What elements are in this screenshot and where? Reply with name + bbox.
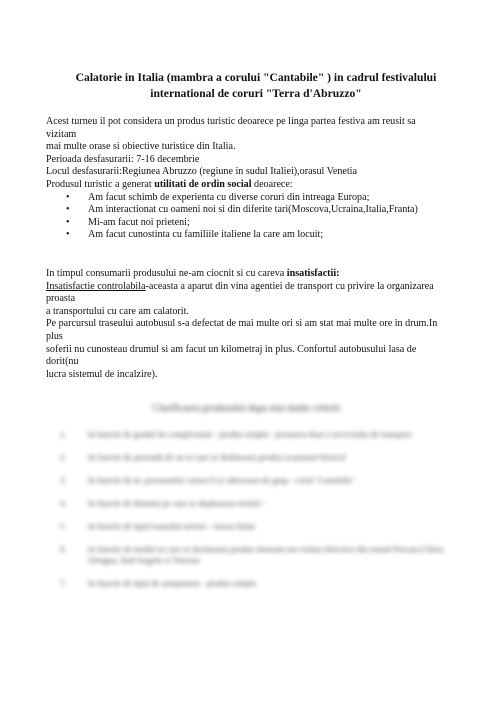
dissatisfaction-line: In timpul consumarii produsului ne-am ciocnit si cu careva insatisfactii: xyxy=(46,267,340,279)
list-item: 6. In functie de modul in care se desfasoara produs itinerant am vizitat obiective din orasul Pescara,Chieti, Ortogna, Sant'Angelo si Venezia xyxy=(60,544,445,566)
title-line-1: Calatorie in Italia (mambra a corului "Cantabile" ) in cadrul festivalului xyxy=(75,71,437,84)
controllable-underlined: Insatisfactie controlabila xyxy=(46,280,146,292)
blurred-section-title: Clasificarea produsului dupa mai multe criterii: xyxy=(152,403,342,415)
period-line: Perioada desfasurarii: 7-16 decembrie xyxy=(46,153,200,165)
list-item: 4. In functie de distanta pe care se deplaseaza turistii - xyxy=(60,498,266,509)
list-item: 3. In functie de nr. persoanelor carora li se adreseaza de grup - corul "Cantabile" xyxy=(60,475,356,486)
list-item: 7. In functie de tipul de aranjament - produs simplu xyxy=(60,578,257,589)
list-item: • Am interactionat cu oameni noi si din diferite tari(Moscova,Ucraina,Italia,Franta) xyxy=(88,204,448,217)
list-item: • Mi-am facut noi prieteni; xyxy=(88,217,448,230)
list-item: • Am facut schimb de experienta cu diverse coruri din intreaga Europa; xyxy=(88,192,448,205)
list-item: • Am facut cunostinta cu familiile italiene la care am locuit; xyxy=(88,229,448,242)
social-utility-line: Produsul turistic a generat utilitati de ordin social deoarece: xyxy=(46,178,293,190)
social-bullet-list xyxy=(46,192,448,242)
list-item: 1. In functie de gradul de complexitate - produs simplu - prestarea doar a serviciului de transport xyxy=(60,429,412,440)
dissatisfaction-line-3: a transportului cu care am calatorit. xyxy=(46,305,189,317)
dissatisfaction-line-5: soferii nu cunosteau drumul si am facut un kilometraj in plus. Confortul autobusului lasa de dorit(nu xyxy=(46,343,417,368)
controllable-line: Insatisfactie controlabila-aceasta a aparut din vina agentiei de transport cu privire la organizarea proasta xyxy=(46,280,434,305)
location-line: Locul desfasurarii:Regiunea Abruzzo (regiune in sudul Italiei),orasul Venetia xyxy=(46,166,357,178)
blurred-list xyxy=(46,429,448,589)
dissatisfaction-line-4: Pe parcursul traseului autobusul s-a defectat de mai multe ori si am stat mai multe ore in drum.In plus xyxy=(46,318,438,342)
blurred-preview-section xyxy=(46,403,448,589)
list-item: 2. In functie de perioada de an in care se desfasoara produs ocazional-festival xyxy=(60,452,346,463)
dissatisfaction-bold: insatisfactii: xyxy=(286,267,340,279)
social-utility-bold: utilitati de ordin social xyxy=(154,178,252,190)
intro-line-2: mai multe orase si obiective turistice din Italia. xyxy=(46,141,236,153)
intro-line-1: Acest turneu il pot considera un produs turistic deoarece pe linga partea festiva am reusit sa vizitam xyxy=(46,116,416,140)
list-item: 5. In functie de tipul traseului turistic - traseu liniar xyxy=(60,521,256,532)
dissatisfaction-line-6: lucra sistemul de incalzire). xyxy=(46,368,158,380)
document-title xyxy=(64,70,448,102)
title-line-2: international de coruri "Terra d'Abruzzo" xyxy=(150,87,362,100)
